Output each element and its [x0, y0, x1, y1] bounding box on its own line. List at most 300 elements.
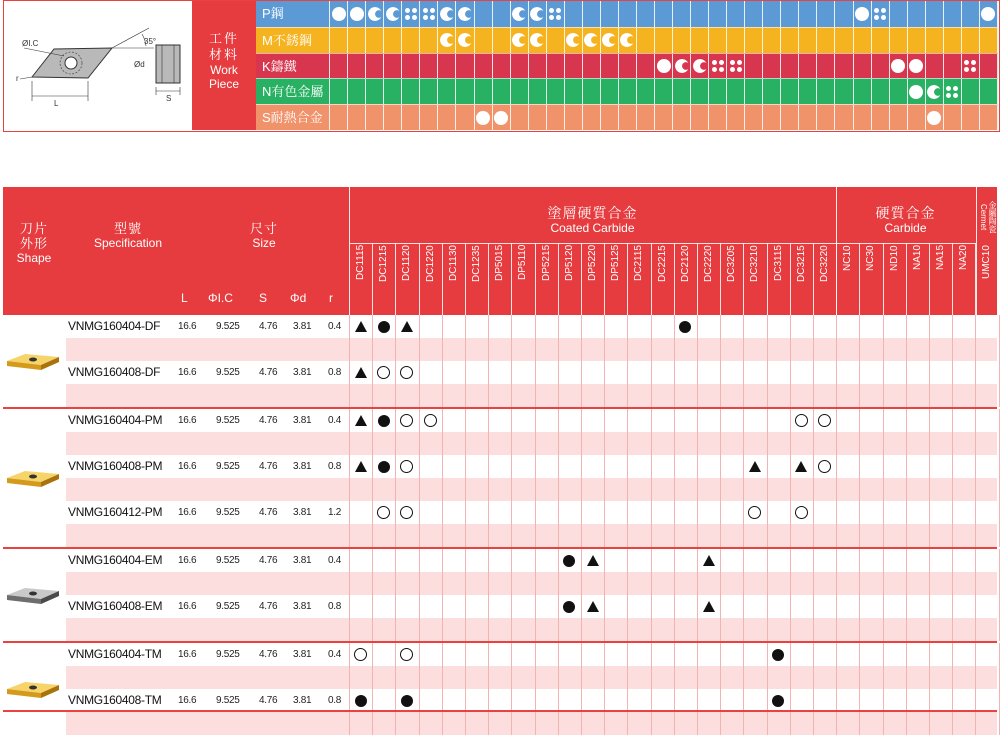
material-cell	[872, 79, 890, 104]
triangle-icon	[355, 367, 367, 378]
column-line	[975, 643, 976, 735]
open-circle-icon	[795, 414, 808, 427]
open-circle-icon	[400, 648, 413, 661]
workpiece-legend	[3, 0, 1000, 132]
dim-s-cell: 4.76	[259, 649, 278, 660]
dim-d-cell: 3.81	[293, 555, 312, 566]
material-cell	[854, 79, 872, 104]
material-cell	[402, 79, 420, 104]
dim-l-header: L	[181, 291, 188, 305]
material-rows	[256, 1, 998, 130]
column-line	[975, 549, 976, 641]
workpiece-cn-2: 材料	[208, 47, 239, 62]
material-cell	[366, 54, 384, 79]
column-line	[767, 409, 768, 547]
insert-diagram	[4, 1, 192, 130]
material-cell	[475, 28, 493, 53]
column-line	[604, 643, 605, 735]
material-cell	[529, 28, 547, 53]
grade-column-divider	[465, 243, 466, 315]
material-name: P鋼	[256, 1, 330, 27]
column-line	[419, 549, 420, 641]
spec-cell: VNMG160412-PM	[68, 505, 163, 519]
dim-r-cell: 0.8	[328, 695, 342, 706]
material-cell	[872, 28, 890, 53]
material-cell	[835, 1, 853, 27]
dim-ic-cell: 9.525	[216, 367, 240, 378]
triangle-icon	[587, 555, 599, 566]
grade-mark	[372, 361, 395, 384]
material-cell	[709, 79, 727, 104]
triangle-icon	[355, 415, 367, 426]
quad-dot-icon	[711, 59, 725, 73]
dim-s-cell: 4.76	[259, 415, 278, 426]
dim-d-cell: 3.81	[293, 601, 312, 612]
grade-mark	[395, 501, 418, 524]
grade-mark	[395, 643, 418, 666]
material-cell	[781, 54, 799, 79]
material-cell	[745, 54, 763, 79]
material-cell	[673, 54, 691, 79]
triangle-icon	[795, 461, 807, 472]
column-line	[975, 315, 976, 407]
column-line	[395, 643, 396, 735]
material-cell	[655, 79, 673, 104]
column-line	[674, 643, 675, 735]
filled-circle-icon	[355, 695, 367, 707]
dim-l-cell: 16.6	[178, 601, 197, 612]
column-line	[743, 315, 744, 407]
column-line	[535, 643, 536, 735]
material-cell	[944, 105, 962, 130]
column-line	[790, 409, 791, 547]
material-cell	[908, 79, 926, 104]
semi-circle-icon	[530, 7, 544, 21]
dim-r-cell: 0.8	[328, 367, 342, 378]
semi-circle-icon	[368, 7, 382, 21]
quad-dot-icon	[422, 7, 436, 21]
column-line	[465, 315, 466, 407]
workpiece-cn-1: 工件	[208, 31, 239, 46]
material-cell	[330, 54, 348, 79]
grade-mark	[372, 409, 395, 432]
grade-code-header: NC30	[865, 245, 877, 271]
grade-column-divider	[442, 243, 443, 315]
table-row	[66, 409, 997, 432]
open-circle-icon	[818, 414, 831, 427]
column-line	[836, 315, 837, 407]
dim-l-cell: 16.6	[178, 367, 197, 378]
material-cell	[420, 1, 438, 27]
column-line	[604, 409, 605, 547]
grade-mark	[767, 643, 790, 666]
grade-column-divider	[859, 243, 860, 315]
quad-dot-icon	[945, 85, 959, 99]
workpiece-en-1: Work	[210, 63, 238, 77]
dim-s-cell: 4.76	[259, 555, 278, 566]
grade-column-divider	[511, 243, 512, 315]
column-line	[743, 409, 744, 547]
grade-code-header: DC1120	[401, 245, 413, 281]
column-line	[697, 409, 698, 547]
material-cell	[926, 105, 944, 130]
grade-mark	[372, 455, 395, 478]
column-line	[558, 643, 559, 735]
column-line	[767, 315, 768, 407]
filled-circle-icon	[563, 555, 575, 567]
material-cell	[366, 28, 384, 53]
grade-code-header: DC2120	[679, 245, 691, 282]
material-cell	[619, 28, 637, 53]
grade-column-divider	[627, 243, 628, 315]
material-cell	[926, 79, 944, 104]
dim-d-cell: 3.81	[293, 461, 312, 472]
filled-circle-icon	[772, 695, 784, 707]
material-cell	[366, 79, 384, 104]
material-row	[256, 53, 998, 79]
s-label: S	[166, 94, 172, 103]
coated-carbide-title	[349, 206, 836, 235]
coated-carbide-en: Coated Carbide	[550, 221, 635, 235]
grade-mark	[395, 409, 418, 432]
material-cell	[601, 54, 619, 79]
table-row	[66, 315, 997, 338]
dim-l-cell: 16.6	[178, 415, 197, 426]
grade-mark	[349, 409, 372, 432]
grade-column-divider	[836, 243, 837, 315]
material-cell	[456, 1, 474, 27]
material-cell	[835, 28, 853, 53]
column-line	[859, 549, 860, 641]
grade-table	[3, 187, 1000, 712]
full-circle-icon	[927, 111, 941, 125]
column-line	[349, 409, 350, 547]
material-cell	[926, 28, 944, 53]
column-line	[952, 643, 953, 735]
column-line	[511, 315, 512, 407]
table-row	[66, 501, 997, 524]
column-line	[488, 315, 489, 407]
material-cell	[854, 1, 872, 27]
grade-mark	[419, 409, 442, 432]
shape-header-en: Shape	[16, 251, 52, 265]
column-line	[419, 643, 420, 735]
quad-dot-icon	[404, 7, 418, 21]
grade-mark	[581, 595, 604, 618]
grade-column-divider	[395, 243, 396, 315]
material-cell	[348, 1, 366, 27]
column-line	[604, 315, 605, 407]
column-line	[859, 643, 860, 735]
dim-ic-cell: 9.525	[216, 649, 240, 660]
column-line	[790, 643, 791, 735]
grade-code-header: ND10	[888, 245, 900, 271]
grade-code-header: DC3215	[795, 245, 807, 282]
material-cell	[763, 105, 781, 130]
spacer-row	[66, 478, 997, 501]
grade-code-header: DC3210	[749, 245, 761, 282]
cermet-en: Cermet	[979, 203, 988, 231]
dim-l-cell: 16.6	[178, 461, 197, 472]
spec-cell: VNMG160408-PM	[68, 459, 163, 473]
material-cell	[493, 1, 511, 27]
grade-code-header: NC10	[842, 245, 854, 271]
material-cell	[456, 105, 474, 130]
material-cell	[962, 105, 980, 130]
material-cell	[727, 1, 745, 27]
filled-circle-icon	[378, 461, 390, 473]
grade-column-divider	[767, 243, 768, 315]
open-circle-icon	[400, 366, 413, 379]
column-line	[720, 643, 721, 735]
dim-s-cell: 4.76	[259, 695, 278, 706]
material-cell	[745, 1, 763, 27]
full-circle-icon	[909, 85, 923, 99]
material-cell	[330, 79, 348, 104]
material-cell	[456, 28, 474, 53]
dim-ic-cell: 9.525	[216, 507, 240, 518]
cermet-title	[979, 193, 997, 241]
semi-circle-icon	[440, 33, 454, 47]
material-cell	[962, 28, 980, 53]
material-cell	[944, 79, 962, 104]
grade-column-divider	[929, 243, 930, 315]
material-cell	[493, 105, 511, 130]
column-line	[975, 409, 976, 547]
column-line	[627, 315, 628, 407]
column-line	[906, 409, 907, 547]
open-circle-icon	[400, 460, 413, 473]
open-circle-icon	[400, 414, 413, 427]
dim-r-cell: 0.4	[328, 415, 342, 426]
gold-insert-image	[5, 468, 59, 495]
grade-column-divider	[488, 243, 489, 315]
column-line	[743, 549, 744, 641]
grade-mark	[813, 455, 836, 478]
material-cell	[511, 1, 529, 27]
material-cell	[944, 54, 962, 79]
grade-mark	[349, 361, 372, 384]
column-line	[372, 549, 373, 641]
size-header-en: Size	[252, 236, 276, 250]
material-cell	[583, 28, 601, 53]
grade-mark	[349, 315, 372, 338]
column-line	[535, 315, 536, 407]
spec-header	[73, 187, 183, 315]
open-circle-icon	[748, 506, 761, 519]
material-cell	[384, 28, 402, 53]
column-line	[952, 409, 953, 547]
material-cell	[709, 1, 727, 27]
grade-mark	[395, 315, 418, 338]
material-cell	[637, 105, 655, 130]
material-cell	[691, 54, 709, 79]
spacer-row	[66, 618, 997, 641]
grade-mark	[558, 595, 581, 618]
column-line	[813, 549, 814, 641]
quad-dot-icon	[548, 7, 562, 21]
grade-column-divider	[720, 243, 721, 315]
column-line	[720, 409, 721, 547]
material-cell	[601, 28, 619, 53]
material-cell	[601, 79, 619, 104]
column-line	[627, 409, 628, 547]
material-cell	[727, 54, 745, 79]
material-cell	[366, 105, 384, 130]
column-line	[859, 315, 860, 407]
column-line	[465, 549, 466, 641]
column-line	[419, 409, 420, 547]
material-cell	[637, 79, 655, 104]
full-circle-icon	[332, 7, 346, 21]
dim-r-cell: 0.8	[328, 461, 342, 472]
material-cell	[908, 1, 926, 27]
column-line	[627, 643, 628, 735]
column-line	[558, 315, 559, 407]
semi-circle-icon	[693, 59, 707, 73]
column-line	[349, 549, 350, 641]
semi-circle-icon	[675, 59, 689, 73]
column-line	[767, 643, 768, 735]
material-cell	[601, 1, 619, 27]
column-line	[720, 315, 721, 407]
material-cell	[565, 79, 583, 104]
material-cell	[420, 79, 438, 104]
material-cell	[980, 54, 998, 79]
spacer-row	[66, 384, 997, 407]
material-row	[256, 78, 998, 104]
material-name: N有色金屬	[256, 79, 330, 104]
material-cell	[691, 1, 709, 27]
material-cell	[709, 54, 727, 79]
material-cell	[619, 79, 637, 104]
dim-r-cell: 0.4	[328, 555, 342, 566]
material-cell	[511, 54, 529, 79]
column-line	[790, 549, 791, 641]
material-cell	[330, 105, 348, 130]
dim-ic-cell: 9.525	[216, 461, 240, 472]
column-line	[651, 643, 652, 735]
dim-s-cell: 4.76	[259, 601, 278, 612]
spec-header-en: Specification	[93, 236, 163, 250]
grade-column-divider	[651, 243, 652, 315]
material-cell	[817, 1, 835, 27]
triangle-icon	[749, 461, 761, 472]
material-cell	[799, 105, 817, 130]
spacer-row	[66, 432, 997, 455]
open-circle-icon	[424, 414, 437, 427]
grade-code-header: DP5015	[494, 245, 506, 282]
grade-mark	[372, 315, 395, 338]
material-cell	[493, 79, 511, 104]
material-cell	[655, 28, 673, 53]
full-circle-icon	[494, 111, 508, 125]
quad-dot-icon	[729, 59, 743, 73]
column-line	[535, 549, 536, 641]
triangle-icon	[355, 461, 367, 472]
column-line	[372, 409, 373, 547]
material-cell	[980, 28, 998, 53]
dim-d-cell: 3.81	[293, 415, 312, 426]
spec-cell: VNMG160404-DF	[68, 319, 161, 333]
material-cell	[709, 28, 727, 53]
grade-code-header: DC1235	[471, 245, 483, 282]
material-cell	[890, 79, 908, 104]
material-cell	[511, 105, 529, 130]
open-circle-icon	[818, 460, 831, 473]
column-line	[395, 409, 396, 547]
grade-mark	[674, 315, 697, 338]
cermet-cn: 金屬陶瓷	[988, 201, 997, 233]
material-cell	[402, 28, 420, 53]
column-line	[372, 643, 373, 735]
material-cell	[962, 54, 980, 79]
spec-cell: VNMG160404-TM	[68, 647, 162, 661]
material-cell	[637, 1, 655, 27]
material-cell	[637, 28, 655, 53]
filled-circle-icon	[378, 321, 390, 333]
grade-column-divider	[581, 243, 582, 315]
column-line	[697, 549, 698, 641]
grade-mark	[395, 361, 418, 384]
material-cell	[817, 28, 835, 53]
column-line	[929, 643, 930, 735]
material-cell	[817, 79, 835, 104]
grade-mark	[743, 455, 766, 478]
material-row	[256, 1, 998, 27]
table-header	[3, 187, 997, 315]
semi-circle-icon	[440, 7, 454, 21]
material-cell	[872, 54, 890, 79]
material-cell	[547, 1, 565, 27]
column-line	[767, 549, 768, 641]
material-cell	[637, 54, 655, 79]
spacer-row	[66, 524, 997, 547]
column-line	[790, 315, 791, 407]
column-line	[743, 643, 744, 735]
material-row	[256, 104, 998, 130]
column-line	[813, 315, 814, 407]
material-name: M不銹鋼	[256, 28, 330, 53]
grade-mark	[790, 501, 813, 524]
filled-circle-icon	[679, 321, 691, 333]
material-cell	[908, 28, 926, 53]
dim-ic-header: ΦI.C	[208, 291, 233, 305]
grade-column-divider	[558, 243, 559, 315]
material-cell	[348, 105, 366, 130]
semi-circle-icon	[602, 33, 616, 47]
material-cell	[438, 105, 456, 130]
column-line	[651, 409, 652, 547]
material-cell	[438, 54, 456, 79]
dim-ic-cell: 9.525	[216, 601, 240, 612]
column-line	[836, 549, 837, 641]
coated-carbide-cn: 塗層硬質合金	[547, 205, 638, 221]
insert-dimension-drawing	[4, 1, 192, 130]
grade-mark	[743, 501, 766, 524]
material-cell	[890, 1, 908, 27]
column-line	[929, 315, 930, 407]
workpiece-label	[192, 1, 256, 130]
column-line	[465, 643, 466, 735]
material-cell	[926, 1, 944, 27]
material-cell	[673, 1, 691, 27]
material-cell	[438, 79, 456, 104]
material-cell	[835, 79, 853, 104]
table-row	[66, 549, 997, 572]
open-circle-icon	[377, 506, 390, 519]
grade-code-header: DP5220	[587, 245, 599, 282]
